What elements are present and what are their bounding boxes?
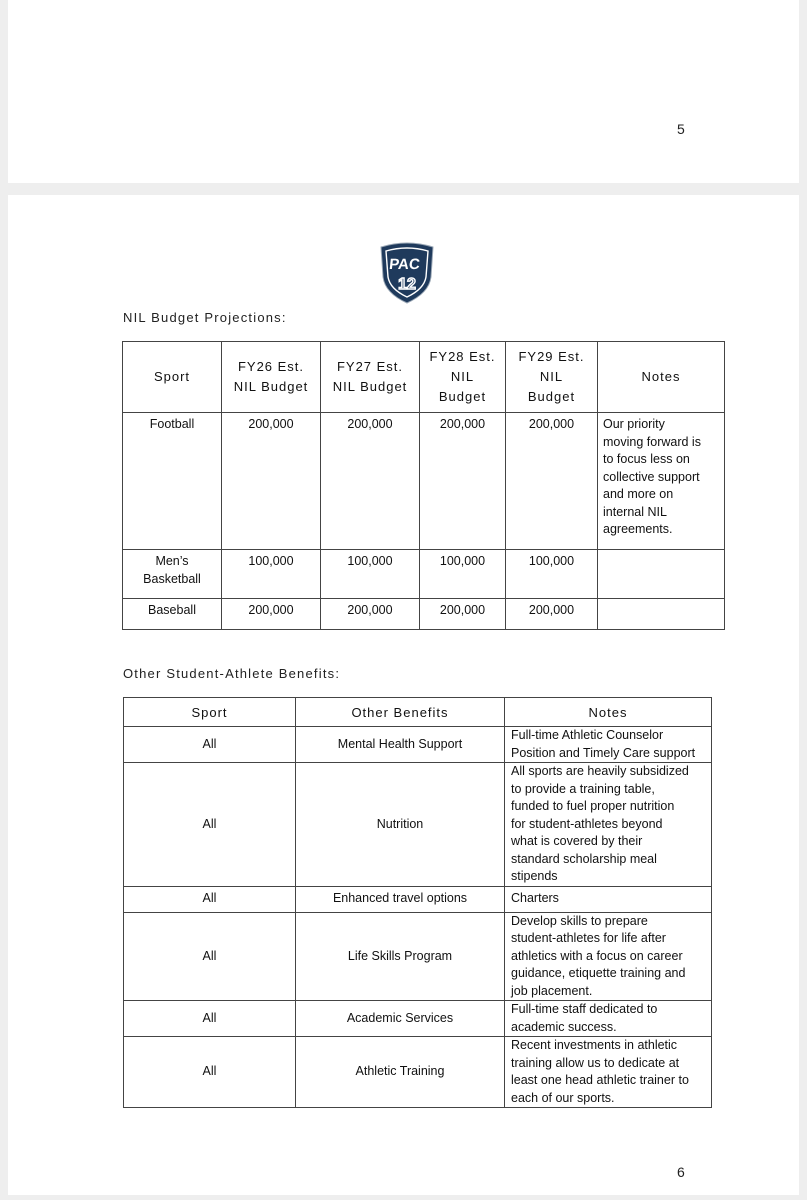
cell-sport: All	[124, 763, 296, 887]
nil-section-title: NIL Budget Projections:	[123, 310, 287, 325]
cell-benefit: Enhanced travel options	[296, 886, 505, 912]
cell-notes: Full-time staff dedicated to academic success.	[505, 1001, 712, 1037]
header-fy27: FY27 Est. NIL Budget	[321, 342, 420, 413]
cell-fy26: 200,000	[222, 599, 321, 630]
table-row	[123, 599, 725, 630]
pac-12-logo	[377, 241, 437, 305]
header-fy29: FY29 Est. NIL Budget	[506, 342, 598, 413]
cell-notes: Recent investments in athletic training allow us to dedicate at least one head athletic trainer to each of our sports.	[505, 1037, 712, 1108]
table-row	[123, 550, 725, 599]
logo-text-bottom: 12	[398, 276, 416, 293]
header-other-benefits: Other Benefits	[296, 698, 505, 727]
cell-sport: All	[124, 886, 296, 912]
document-page	[8, 195, 799, 1195]
cell-fy28: 100,000	[420, 550, 506, 599]
cell-sport: All	[124, 727, 296, 763]
cell-sport: All	[124, 1001, 296, 1037]
cell-benefit: Nutrition	[296, 763, 505, 887]
cell-fy27: 200,000	[321, 599, 420, 630]
cell-benefit: Life Skills Program	[296, 912, 505, 1001]
table-row	[124, 912, 712, 1001]
cell-notes: Charters	[505, 886, 712, 912]
benefits-section-title: Other Student-Athlete Benefits:	[123, 666, 341, 681]
cell-sport: All	[124, 1037, 296, 1108]
table-row	[124, 886, 712, 912]
cell-sport: Baseball	[123, 599, 222, 630]
cell-fy29: 200,000	[506, 599, 598, 630]
cell-benefit: Academic Services	[296, 1001, 505, 1037]
logo-shield	[381, 243, 433, 303]
cell-fy27: 200,000	[321, 413, 420, 550]
cell-notes	[598, 550, 725, 599]
cell-fy26: 200,000	[222, 413, 321, 550]
cell-notes: Our priority moving forward is to focus less on collective support and more on internal NIL agreements.	[598, 413, 725, 550]
page-number: 6	[677, 1164, 685, 1180]
table-row	[124, 763, 712, 887]
table-row	[124, 1037, 712, 1108]
nil-header-row	[123, 342, 725, 413]
header-fy26: FY26 Est. NIL Budget	[222, 342, 321, 413]
previous-page	[8, 0, 799, 183]
header-notes: Notes	[598, 342, 725, 413]
page-number: 5	[677, 121, 685, 137]
benefits-header-row	[124, 698, 712, 727]
cell-notes: Full-time Athletic Counselor Position and Timely Care support	[505, 727, 712, 763]
logo-text-top: PAC	[388, 256, 421, 273]
cell-benefit: Athletic Training	[296, 1037, 505, 1108]
header-sport: Sport	[123, 342, 222, 413]
header-fy28: FY28 Est. NIL Budget	[420, 342, 506, 413]
cell-fy28: 200,000	[420, 599, 506, 630]
cell-notes	[598, 599, 725, 630]
table-row	[124, 727, 712, 763]
table-row	[123, 413, 725, 550]
cell-fy29: 200,000	[506, 413, 598, 550]
cell-fy26: 100,000	[222, 550, 321, 599]
other-benefits-table	[123, 697, 712, 1108]
table-row	[124, 1001, 712, 1037]
cell-sport: Football	[123, 413, 222, 550]
cell-fy28: 200,000	[420, 413, 506, 550]
cell-benefit: Mental Health Support	[296, 727, 505, 763]
cell-sport: Men’s Basketball	[123, 550, 222, 599]
header-notes: Notes	[505, 698, 712, 727]
cell-notes: Develop skills to prepare student-athletes for life after athletics with a focus on career guidance, etiquette training and job placement.	[505, 912, 712, 1001]
cell-fy27: 100,000	[321, 550, 420, 599]
header-sport: Sport	[124, 698, 296, 727]
cell-sport: All	[124, 912, 296, 1001]
cell-notes: All sports are heavily subsidized to provide a training table, funded to fuel proper nutrition for student-athletes beyond what is covered by their standard scholarship meal stipends	[505, 763, 712, 887]
nil-budget-table	[122, 341, 725, 630]
cell-fy29: 100,000	[506, 550, 598, 599]
